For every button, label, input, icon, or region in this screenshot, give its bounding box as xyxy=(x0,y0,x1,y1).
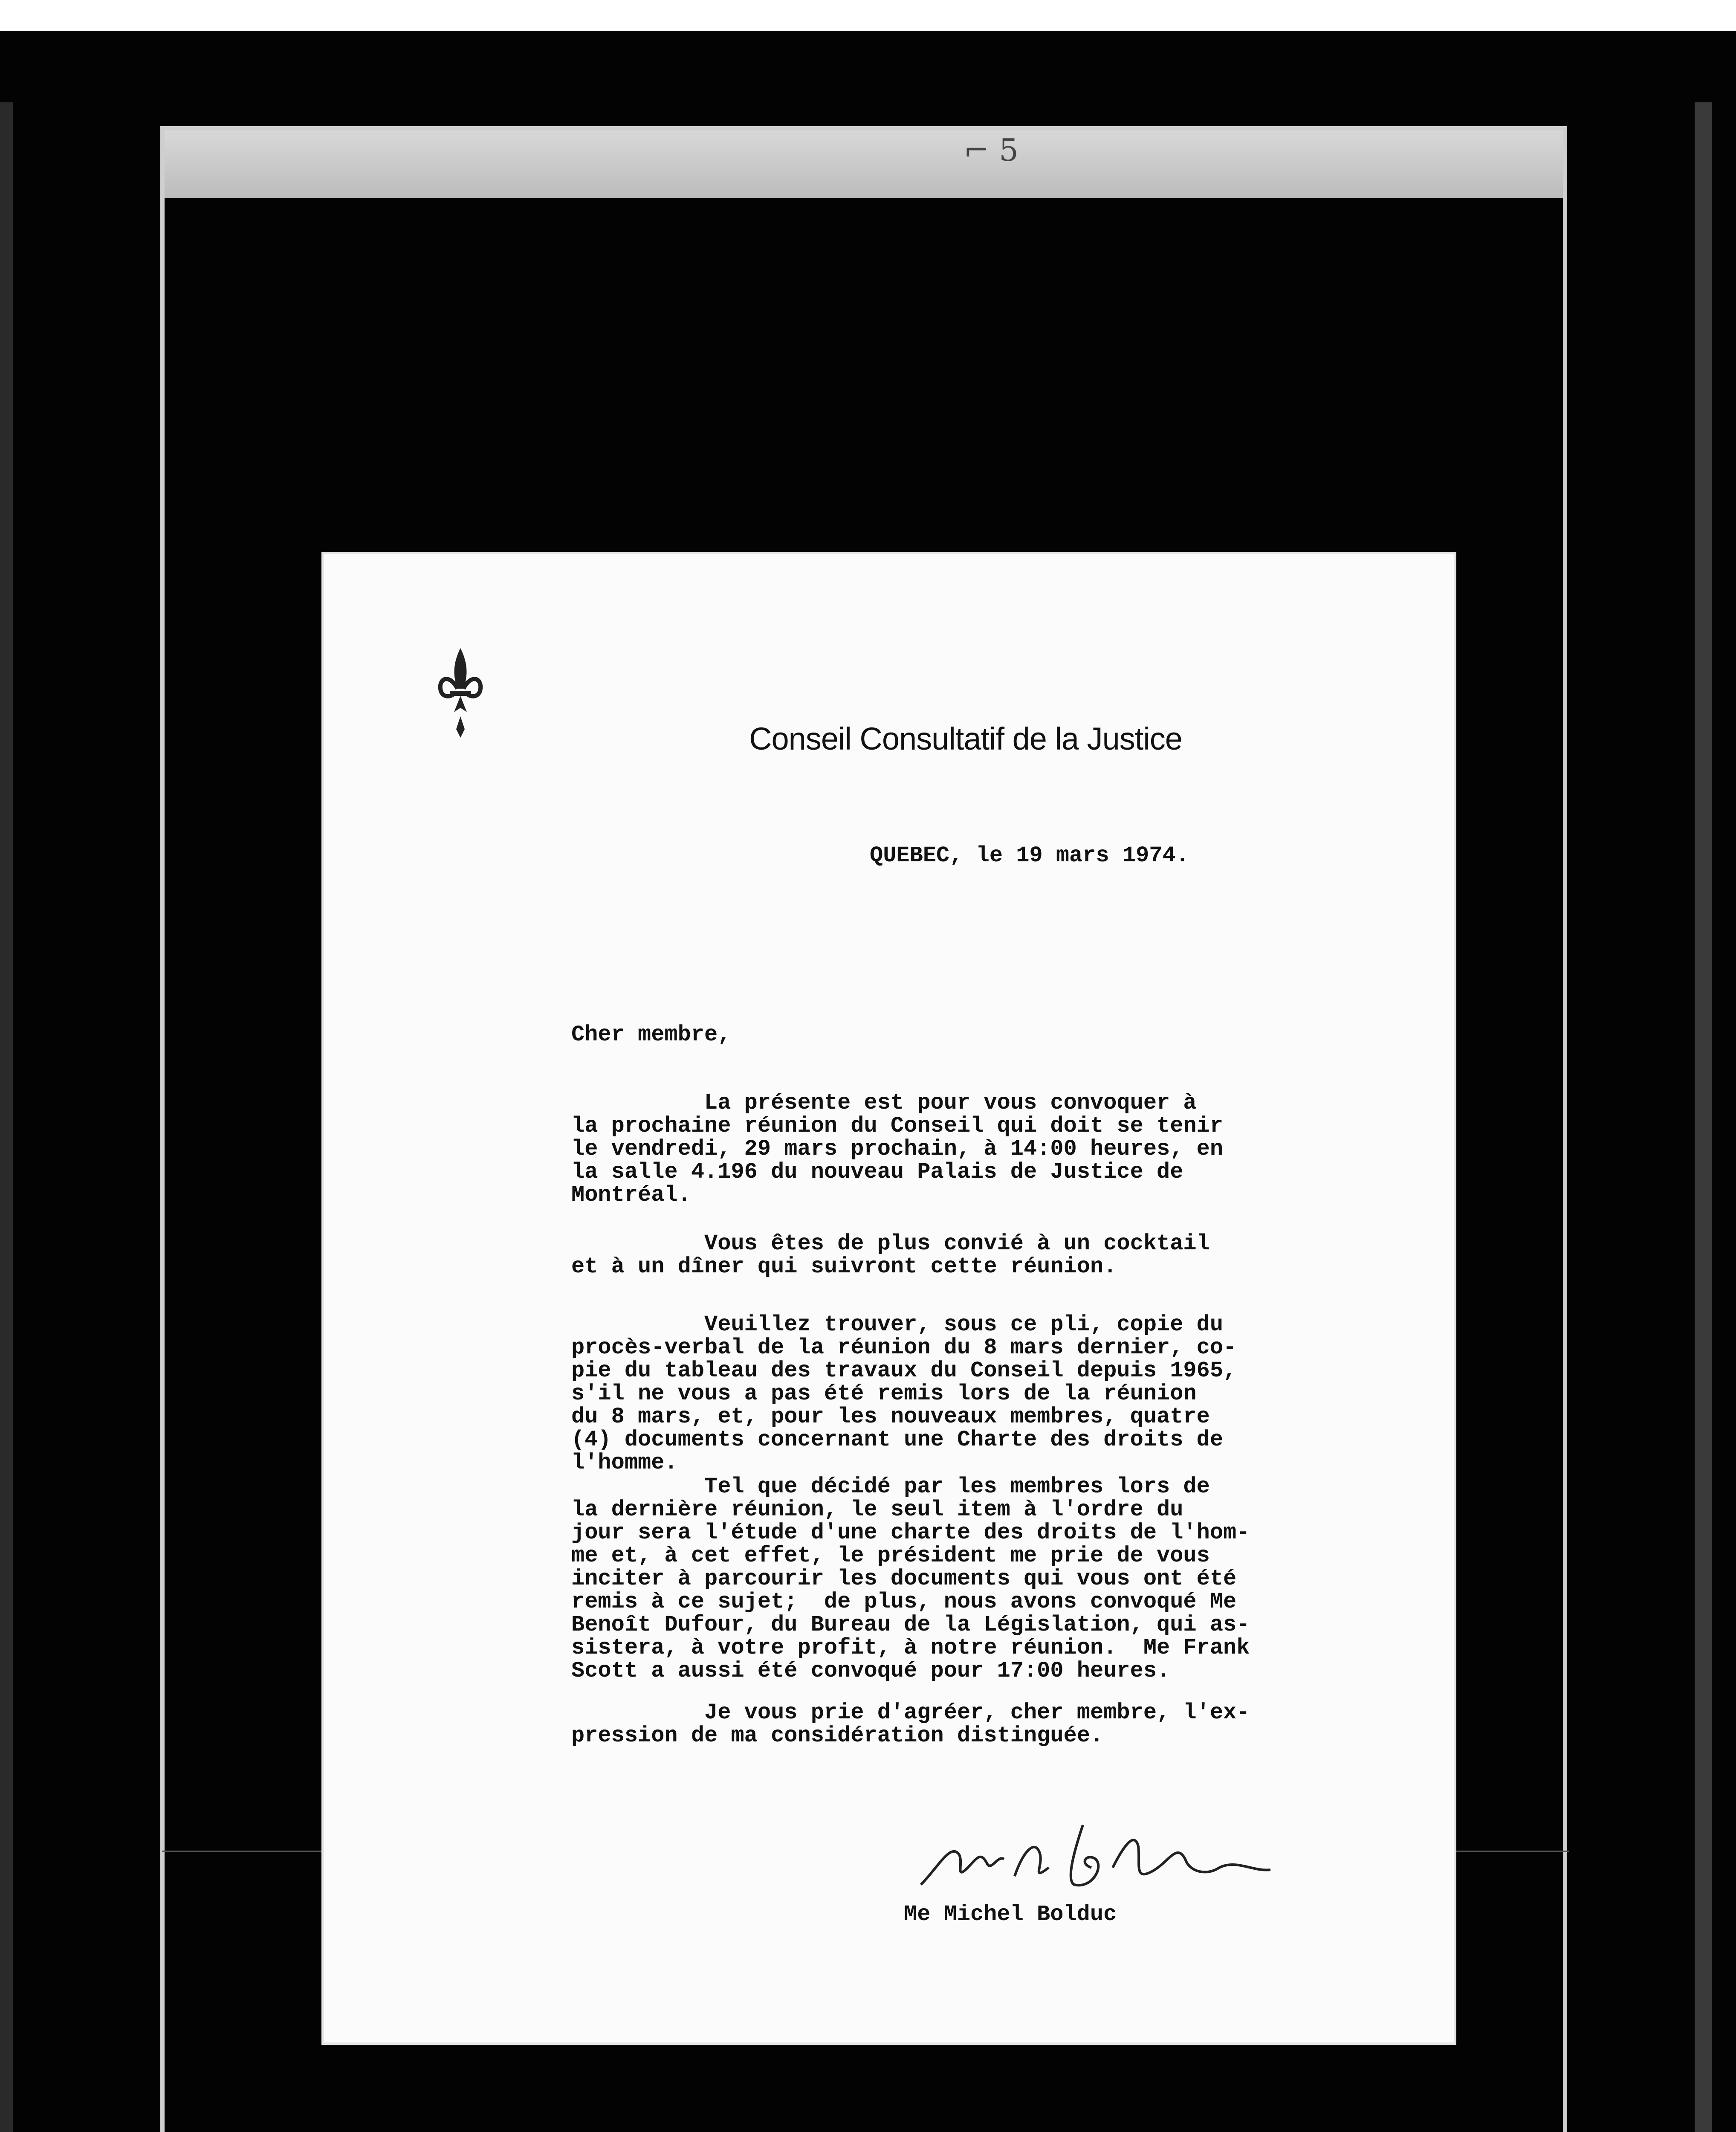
paragraph-convocation: La présente est pour vous convoquer à la prochaine réunion du Conseil qui doit se tenir le vendredi, 29 mars prochain, à 14:00 heures, en la salle 4.196 du nouveau Palais de Justice de Montréal. xyxy=(571,1090,1224,1208)
letterhead-title: Conseil Consultatif de la Justice xyxy=(749,721,1182,756)
dateline: QUEBEC, le 19 mars 1974. xyxy=(870,843,1189,868)
signer-name: Me Michel Bolduc xyxy=(904,1902,1117,1927)
salutation: Cher membre, xyxy=(571,1022,731,1047)
paragraph-agenda: Tel que décidé par les membres lors de la dernière réunion, le seul item à l'ordre du jour sera l'étude d'une charte des droits de l'hom- me et, à cet effet, le président me prie de vous inciter à parcourir les documents qui vous ont été remis à ce sujet; de plus, nous avons convoqué Me Benoît Dufour, du Bureau de la Législation, qui as- sistera, à votre profit, à notre réunion. Me Frank Scott a aussi été convoqué pour 17:00 heures. xyxy=(571,1474,1250,1683)
paragraph-closing: Je vous prie d'agréer, cher membre, l'ex- pression de ma considération distinguée. xyxy=(571,1700,1250,1748)
film-edge-left xyxy=(0,102,13,2132)
handwritten-signature xyxy=(912,1816,1279,1902)
paragraph-enclosures: Veuillez trouver, sous ce pli, copie du procès-verbal de la réunion du 8 mars dernier, co- pie du tableau des travaux du Conseil depuis 1965, s'il ne vous a pas été remis lors de la réunion du 8 mars, et, pour les nouveaux membres, quatre (4) documents concernant une Charte des droits de l'homme. xyxy=(571,1312,1237,1475)
paragraph-cocktail: Vous êtes de plus convié à un cocktail et à un dîner qui suivront cette réunion. xyxy=(571,1231,1210,1279)
frame-top-mark: ⌐ 5 xyxy=(963,132,1019,168)
letter-page xyxy=(324,554,1454,2042)
film-edge-right xyxy=(1695,102,1712,2132)
